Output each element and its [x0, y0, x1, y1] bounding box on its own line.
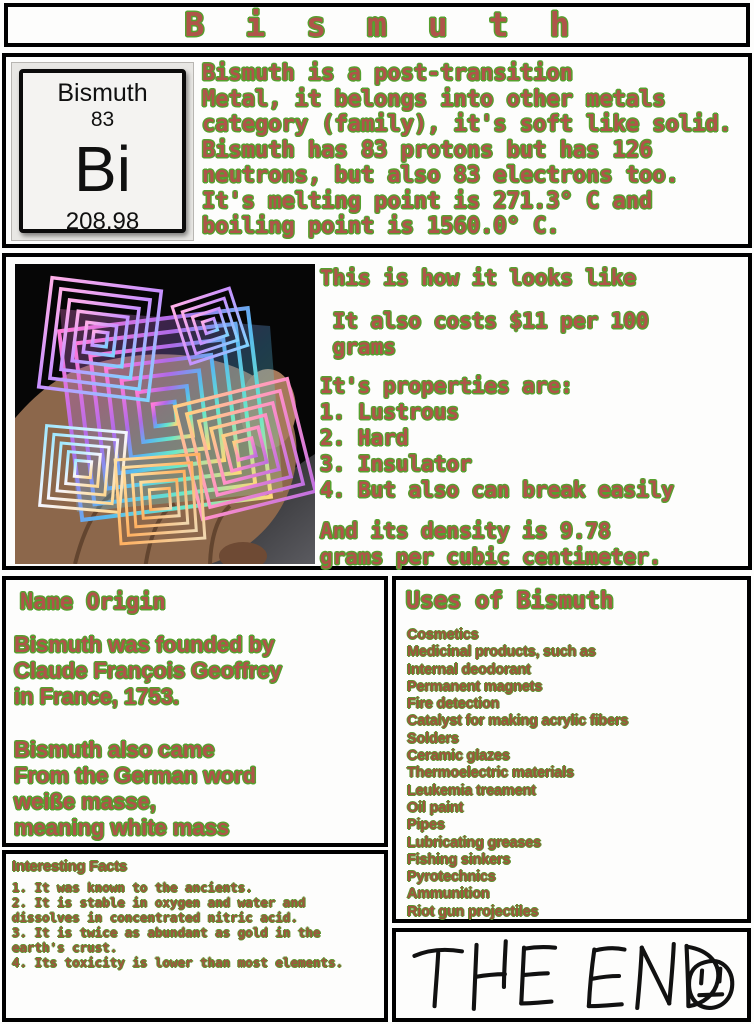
- facts-heading: Interesting Facts: [12, 858, 127, 875]
- use-item: Permanent magnets: [407, 678, 543, 695]
- origin-line: in France, 1753.: [14, 684, 180, 709]
- bismuth-crystal-illustration: [15, 264, 315, 564]
- uses-list: [407, 627, 747, 921]
- property-item: 2. Hard: [320, 426, 409, 450]
- origin-line: From the German word: [14, 763, 257, 788]
- use-item: Lubricating greases: [407, 834, 541, 851]
- fact-item: 2. It is stable in oxygen and water and dissolves in concentrated nitric acid.: [12, 895, 306, 925]
- properties-heading: It's properties are:: [320, 374, 573, 398]
- appearance-section: [2, 253, 752, 570]
- properties-list: [320, 399, 748, 503]
- the-end-text-drawing: [414, 941, 718, 1009]
- density-line: And its density is 9.78: [320, 519, 611, 543]
- property-item: 3. Insulator: [320, 452, 472, 476]
- use-item: Oil paint: [407, 799, 464, 816]
- bismuth-crystal-photo: [15, 264, 315, 564]
- intro-line: neutrons, but also 83 electrons too.: [202, 163, 679, 188]
- appearance-heading: This is how it looks like: [320, 266, 637, 290]
- use-item: Pipes: [407, 817, 445, 834]
- name-origin-heading: Name Origin: [20, 590, 166, 615]
- cost-line: grams: [320, 335, 396, 359]
- intro-line: Bismuth has 83 protons but has 126: [202, 137, 653, 163]
- use-item: Ammunition: [407, 886, 490, 903]
- use-item: Ceramic glazes: [407, 748, 510, 765]
- atomic-number: 83: [90, 108, 115, 131]
- density-text: [320, 518, 748, 570]
- the-end-doodle: [399, 934, 744, 1018]
- uses-heading: Uses of Bismuth: [406, 588, 614, 614]
- intro-line: boiling point is 1560.0° C.: [202, 214, 560, 239]
- name-origin-paragraph-1: [14, 632, 384, 710]
- intro-line: Bismuth is a post-transition: [202, 61, 573, 86]
- name-origin-paragraph-2: [14, 737, 384, 841]
- origin-line: Bismuth also came: [14, 737, 215, 762]
- use-item: Pyrotechnics: [407, 869, 496, 886]
- use-item: Cosmetics: [407, 627, 479, 643]
- property-item: 4. But also can break easily: [320, 478, 675, 502]
- intro-line: It's melting point is 271.3° C and: [202, 188, 653, 214]
- use-item: Fishing sinkers: [407, 851, 511, 868]
- origin-line: Bismuth was founded by: [14, 632, 275, 657]
- fact-item: 4. Its toxicity is lower than most elements.: [12, 955, 344, 970]
- use-item: Solders: [407, 730, 459, 747]
- density-line: grams per cubic centimeter.: [320, 545, 662, 569]
- cost-line: It also costs $11 per 100: [320, 309, 649, 333]
- the-end-section: [392, 928, 751, 1022]
- interesting-facts-section: [2, 850, 388, 1022]
- periodic-table-tile: [11, 62, 194, 241]
- origin-line: meaning white mass: [14, 815, 230, 840]
- origin-line: Claude François Geoffrey: [14, 658, 282, 683]
- use-item: Medicinal products, such as: [407, 644, 596, 661]
- facts-list: [12, 880, 378, 970]
- face-icon: [689, 961, 732, 1008]
- intro-paragraph: [202, 61, 732, 240]
- use-item: Catalyst for making acrylic fibers: [407, 713, 629, 730]
- periodic-table-tile-inner: [19, 69, 186, 233]
- use-item: Leukemia treament: [407, 782, 536, 799]
- use-item: Internal deodorant: [407, 661, 531, 678]
- property-item: 1. Lustrous: [320, 400, 460, 424]
- page-title: Bismuth: [184, 5, 611, 44]
- element-name: Bismuth: [57, 79, 148, 107]
- intro-line: Metal, it belongs into other metals: [202, 86, 666, 112]
- name-origin-section: [2, 576, 388, 847]
- title-bar: [4, 3, 750, 47]
- use-item: Fire detection: [407, 696, 500, 713]
- origin-line: weiße masse,: [14, 789, 156, 814]
- atomic-mass: 208.98: [65, 208, 140, 235]
- element-symbol: Bi: [74, 133, 131, 205]
- use-item: Riot gun projectiles: [407, 903, 539, 920]
- fact-item: 3. It is twice as abundant as gold in the earth's crust.: [12, 925, 321, 955]
- uses-section: [392, 576, 751, 923]
- fact-item: 1. It was known to the ancients.: [12, 880, 253, 895]
- intro-line: category (family), it's soft like solid.: [202, 112, 732, 137]
- element-info-section: [2, 53, 752, 248]
- use-item: Thermoelectric materials: [407, 765, 574, 782]
- cost-text: [320, 308, 748, 360]
